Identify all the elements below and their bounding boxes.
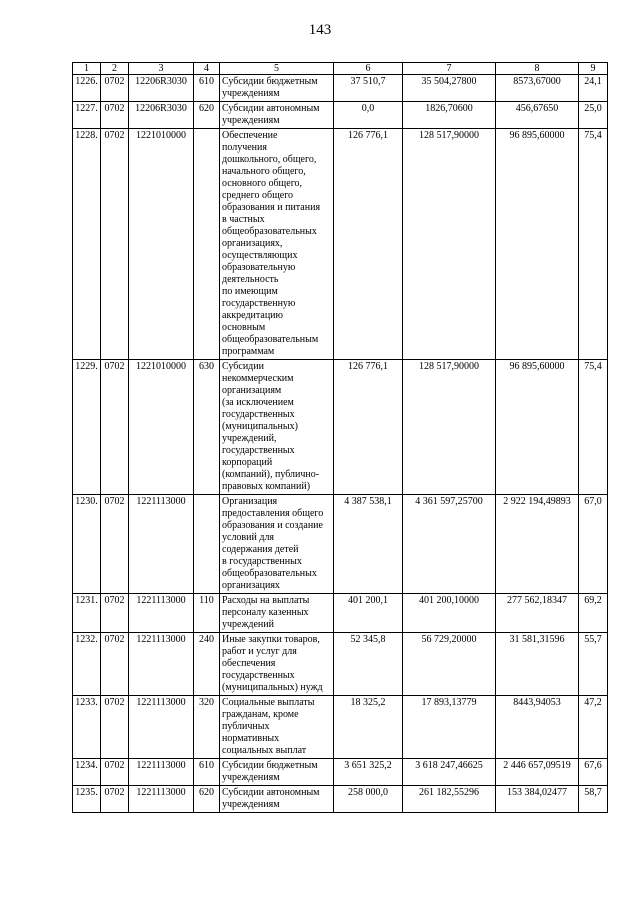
specified-amount: 17 893,13779 — [403, 696, 496, 759]
expense-type-code — [194, 495, 220, 594]
approved-amount: 18 325,2 — [334, 696, 403, 759]
item-name: Иные закупки товаров, работ и услуг для обеспечения государственных (муниципальных) нужд — [220, 633, 334, 696]
specified-amount: 56 729,20000 — [403, 633, 496, 696]
item-name: Субсидии бюджетным учреждениям — [220, 759, 334, 786]
section-code: 0702 — [101, 594, 129, 633]
approved-amount: 258 000,0 — [334, 786, 403, 813]
column-header: 4 — [194, 63, 220, 75]
table-row — [73, 696, 608, 759]
specified-amount: 401 200,10000 — [403, 594, 496, 633]
item-name: Субсидии автономным учреждениям — [220, 786, 334, 813]
target-article-code: 1221113000 — [129, 594, 194, 633]
section-code: 0702 — [101, 102, 129, 129]
executed-amount: 153 384,02477 — [496, 786, 579, 813]
column-header: 2 — [101, 63, 129, 75]
column-header: 8 — [496, 63, 579, 75]
section-code: 0702 — [101, 129, 129, 360]
column-header: 5 — [220, 63, 334, 75]
table-row — [73, 633, 608, 696]
target-article-code: 1221113000 — [129, 495, 194, 594]
execution-percent: 75,4 — [579, 129, 608, 360]
column-header: 3 — [129, 63, 194, 75]
row-number: 1232. — [73, 633, 101, 696]
table-row — [73, 759, 608, 786]
section-code: 0702 — [101, 360, 129, 495]
target-article-code: 12206R3030 — [129, 75, 194, 102]
item-name: Расходы на выплаты персоналу казенных учреждений — [220, 594, 334, 633]
item-name: Субсидии автономным учреждениям — [220, 102, 334, 129]
budget-table — [72, 62, 608, 813]
expense-type-code: 240 — [194, 633, 220, 696]
table-row — [73, 129, 608, 360]
item-name: Обеспечение получения дошкольного, общего, начального общего, основного общего, среднего общего образования и питания в частных общеобразовательных организациях, осуществляющих образовательную деятельность по имеющим государственную аккредитацию основным общеобразовательным программам — [220, 129, 334, 360]
row-number: 1233. — [73, 696, 101, 759]
target-article-code: 1221113000 — [129, 786, 194, 813]
table-row — [73, 594, 608, 633]
section-code: 0702 — [101, 633, 129, 696]
execution-percent: 75,4 — [579, 360, 608, 495]
row-number: 1235. — [73, 786, 101, 813]
target-article-code: 1221010000 — [129, 360, 194, 495]
row-number: 1226. — [73, 75, 101, 102]
table-row — [73, 75, 608, 102]
section-code: 0702 — [101, 786, 129, 813]
table-row — [73, 102, 608, 129]
expense-type-code: 620 — [194, 102, 220, 129]
page-number: 143 — [308, 22, 332, 38]
specified-amount: 1826,70600 — [403, 102, 496, 129]
execution-percent: 67,0 — [579, 495, 608, 594]
target-article-code: 1221010000 — [129, 129, 194, 360]
target-article-code: 1221113000 — [129, 696, 194, 759]
approved-amount: 0,0 — [334, 102, 403, 129]
column-header: 9 — [579, 63, 608, 75]
expense-type-code — [194, 129, 220, 360]
row-number: 1231. — [73, 594, 101, 633]
approved-amount: 52 345,8 — [334, 633, 403, 696]
execution-percent: 24,1 — [579, 75, 608, 102]
column-header: 7 — [403, 63, 496, 75]
executed-amount: 2 922 194,49893 — [496, 495, 579, 594]
column-header: 1 — [73, 63, 101, 75]
row-number: 1230. — [73, 495, 101, 594]
expense-type-code: 320 — [194, 696, 220, 759]
executed-amount: 96 895,60000 — [496, 129, 579, 360]
specified-amount: 3 618 247,46625 — [403, 759, 496, 786]
table-row — [73, 495, 608, 594]
specified-amount: 35 504,27800 — [403, 75, 496, 102]
executed-amount: 456,67650 — [496, 102, 579, 129]
approved-amount: 126 776,1 — [334, 129, 403, 360]
specified-amount: 128 517,90000 — [403, 129, 496, 360]
executed-amount: 96 895,60000 — [496, 360, 579, 495]
approved-amount: 3 651 325,2 — [334, 759, 403, 786]
section-code: 0702 — [101, 75, 129, 102]
executed-amount: 2 446 657,09519 — [496, 759, 579, 786]
section-code: 0702 — [101, 696, 129, 759]
execution-percent: 25,0 — [579, 102, 608, 129]
item-name: Субсидии бюджетным учреждениям — [220, 75, 334, 102]
expense-type-code: 610 — [194, 759, 220, 786]
item-name: Социальные выплаты гражданам, кроме публичных нормативных социальных выплат — [220, 696, 334, 759]
row-number: 1227. — [73, 102, 101, 129]
section-code: 0702 — [101, 759, 129, 786]
specified-amount: 4 361 597,25700 — [403, 495, 496, 594]
specified-amount: 128 517,90000 — [403, 360, 496, 495]
execution-percent: 47,2 — [579, 696, 608, 759]
target-article-code: 12206R3030 — [129, 102, 194, 129]
executed-amount: 31 581,31596 — [496, 633, 579, 696]
section-code: 0702 — [101, 495, 129, 594]
column-header: 6 — [334, 63, 403, 75]
row-number: 1234. — [73, 759, 101, 786]
item-name: Организация предоставления общего образования и создание условий для содержания детей в государственных общеобразовательных организациях — [220, 495, 334, 594]
target-article-code: 1221113000 — [129, 633, 194, 696]
executed-amount: 8443,94053 — [496, 696, 579, 759]
row-number: 1229. — [73, 360, 101, 495]
expense-type-code: 620 — [194, 786, 220, 813]
approved-amount: 37 510,7 — [334, 75, 403, 102]
specified-amount: 261 182,55296 — [403, 786, 496, 813]
row-number: 1228. — [73, 129, 101, 360]
table-row — [73, 786, 608, 813]
table-body — [73, 75, 608, 813]
execution-percent: 67,6 — [579, 759, 608, 786]
item-name: Субсидии некоммерческим организациям (за исключением государственных (муниципальных) учреждений, государственных корпораций (компаний), публично- правовых компаний) — [220, 360, 334, 495]
approved-amount: 126 776,1 — [334, 360, 403, 495]
executed-amount: 8573,67000 — [496, 75, 579, 102]
header-row — [73, 63, 608, 75]
table-row — [73, 360, 608, 495]
expense-type-code: 610 — [194, 75, 220, 102]
approved-amount: 4 387 538,1 — [334, 495, 403, 594]
expense-type-code: 110 — [194, 594, 220, 633]
approved-amount: 401 200,1 — [334, 594, 403, 633]
execution-percent: 69,2 — [579, 594, 608, 633]
executed-amount: 277 562,18347 — [496, 594, 579, 633]
target-article-code: 1221113000 — [129, 759, 194, 786]
execution-percent: 58,7 — [579, 786, 608, 813]
execution-percent: 55,7 — [579, 633, 608, 696]
expense-type-code: 630 — [194, 360, 220, 495]
